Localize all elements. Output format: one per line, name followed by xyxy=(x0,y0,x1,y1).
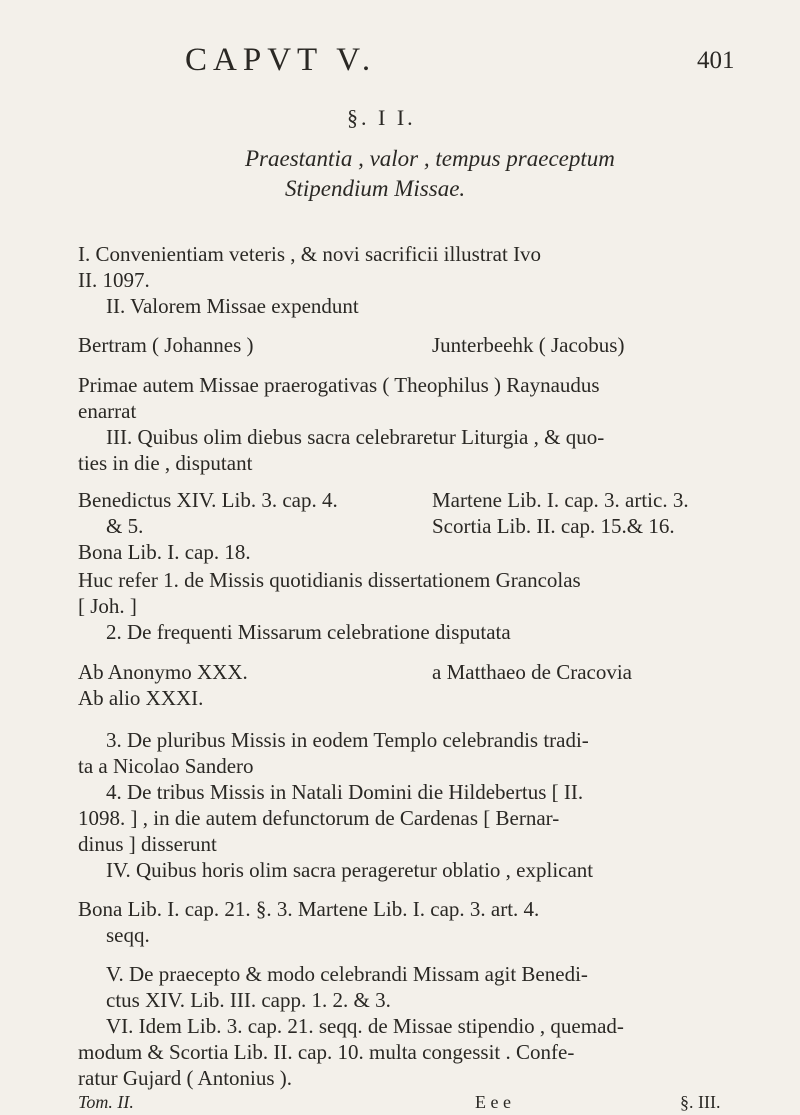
text-line: Bertram ( Johannes ) xyxy=(78,333,254,357)
text-line: IV. Quibus horis olim sacra perageretur oblatio , explicant xyxy=(106,858,594,882)
footer-volume: Tom. II. xyxy=(78,1092,134,1112)
text-line: 2. De frequenti Missarum celebratione disputata xyxy=(106,620,511,644)
text-line: 3. De pluribus Missis in eodem Templo celebrandis tradi- xyxy=(106,728,589,752)
section-number: §. I I. xyxy=(347,105,416,130)
text-line: Martene Lib. I. cap. 3. artic. 3. xyxy=(432,488,689,512)
text-line: a Matthaeo de Cracovia xyxy=(432,660,632,684)
text-line: dinus ] disserunt xyxy=(78,832,217,856)
running-header: CAPVT V. xyxy=(185,42,377,78)
footer-signature: E e e xyxy=(475,1092,511,1112)
section-title-line-2: Stipendium Missae. xyxy=(285,176,466,201)
text-line: V. De praecepto & modo celebrandi Missam agit Benedi- xyxy=(106,962,588,986)
text-line: I. Convenientiam veteris , & novi sacrificii illustrat Ivo xyxy=(78,242,542,266)
text-line: [ Joh. ] xyxy=(78,594,137,618)
text-line: Ab Anonymo XXX. xyxy=(78,660,248,684)
text-line: Bona Lib. I. cap. 21. §. 3. Martene Lib. I. cap. 3. art. 4. xyxy=(78,897,540,921)
text-line: Ab alio XXXI. xyxy=(78,686,204,710)
section-title-line-1: Praestantia , valor , tempus praeceptum xyxy=(245,146,615,171)
text-line: modum & Scortia Lib. II. cap. 10. multa congessit . Confe- xyxy=(78,1040,575,1064)
text-line: Junterbeehk ( Jacobus) xyxy=(432,333,625,357)
text-line: enarrat xyxy=(78,399,137,423)
text-line: Huc refer 1. de Missis quotidianis dissertationem Grancolas xyxy=(78,568,581,592)
text-line: ties in die , disputant xyxy=(78,451,253,475)
text-line: seqq. xyxy=(106,923,150,947)
text-line: II. Valorem Missae expendunt xyxy=(106,294,359,318)
text-line: Bona Lib. I. cap. 18. xyxy=(78,540,251,564)
text-line: Scortia Lib. II. cap. 15.& 16. xyxy=(432,514,675,538)
footer-catchword: §. III. xyxy=(680,1092,721,1112)
text-line: Primae autem Missae praerogativas ( Theophilus ) Raynaudus xyxy=(78,373,600,397)
text-line: ctus XIV. Lib. III. capp. 1. 2. & 3. xyxy=(106,988,391,1012)
page-number: 401 xyxy=(697,47,735,74)
text-line: III. Quibus olim diebus sacra celebraretur Liturgia , & quo- xyxy=(106,425,605,449)
text-line: II. 1097. xyxy=(78,268,150,292)
text-line: 4. De tribus Missis in Natali Domini die Hildebertus [ II. xyxy=(106,780,584,804)
text-line: ta a Nicolao Sandero xyxy=(78,754,254,778)
text-line: & 5. xyxy=(106,514,144,538)
text-line: VI. Idem Lib. 3. cap. 21. seqq. de Missae stipendio , quemad- xyxy=(106,1014,624,1038)
text-line: ratur Gujard ( Antonius ). xyxy=(78,1066,293,1090)
text-line: 1098. ] , in die autem defunctorum de Cardenas [ Bernar- xyxy=(78,806,560,830)
text-line: Benedictus XIV. Lib. 3. cap. 4. xyxy=(78,488,338,512)
